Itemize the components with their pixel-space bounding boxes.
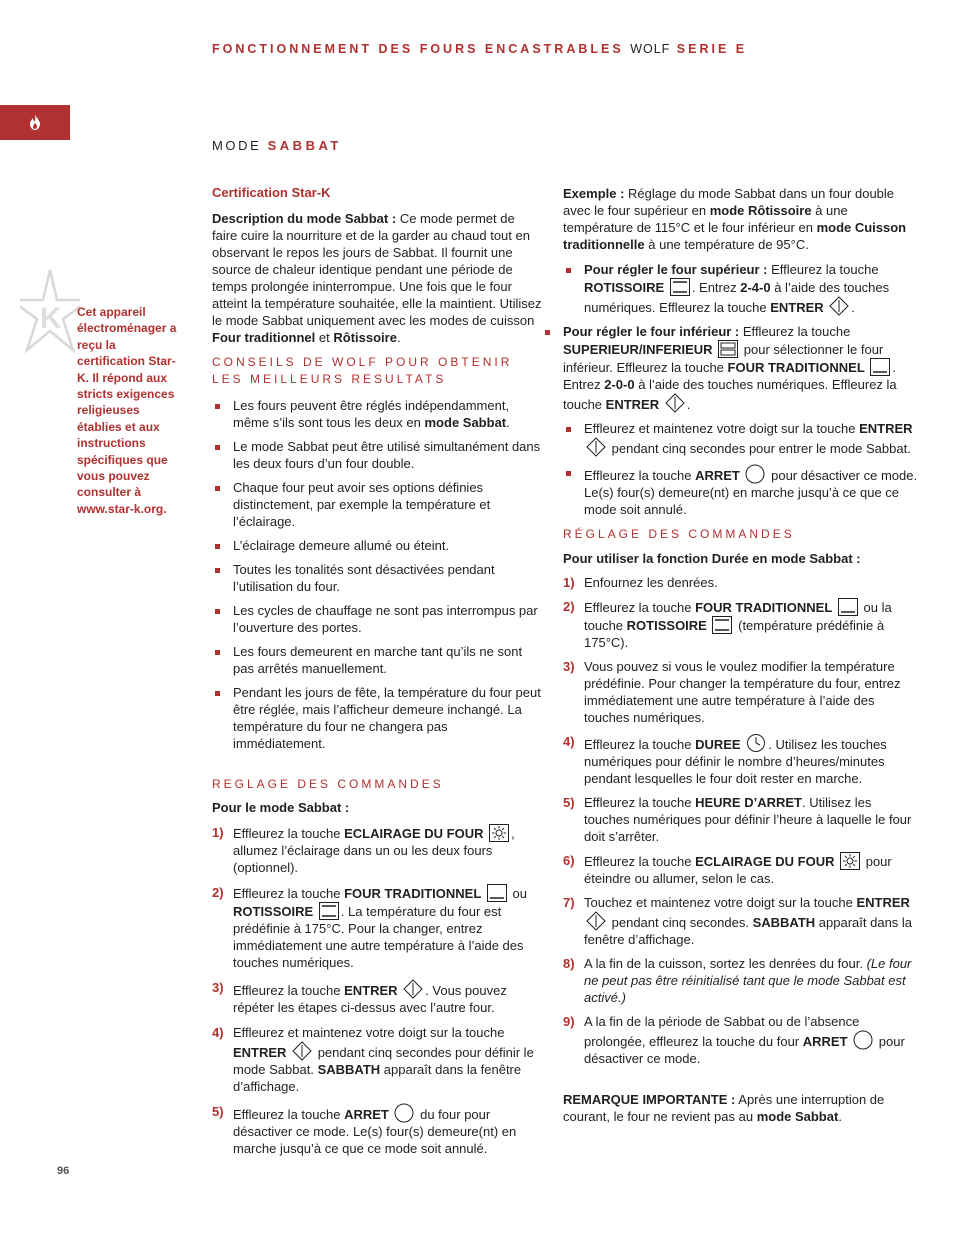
controls-title-right: RÉGLAGE DES COMMANDES — [563, 527, 795, 541]
svg-text:K: K — [40, 302, 62, 335]
desc-text: Ce mode permet de faire cuire la nourriture et de la garder au chaud tout en observant le repos les jours de Sabbat. Il fournit une source de chaleur identique pendant une période de temps prolongée ininterrompue. Une fois que le four atteint la température souhaitée, elle la maintient. Utilisez le mode Sabbat uniquement avec les modes de cuisson — [212, 211, 542, 328]
star-k-link[interactable]: www.star-k.org — [77, 501, 164, 516]
oven-light-icon — [489, 824, 509, 842]
list-item: 1) Effleurez la touche ECLAIRAGE DU FOUR , allumez l’éclairage dans un ou les deux fours (optionnel). — [212, 825, 515, 875]
enter-icon — [586, 437, 606, 457]
roast-icon — [712, 616, 732, 634]
cert-title: Certification Star-K — [212, 185, 331, 200]
list-item: 2) Effleurez la touche FOUR TRADITIONNEL ou la touche ROTISSOIRE (température prédéfinie à 175°C). — [563, 599, 892, 650]
desc-paragraph — [212, 210, 542, 346]
star-k-logo — [20, 268, 80, 360]
star-k-sidenote — [77, 304, 182, 517]
enter-icon — [665, 393, 685, 413]
list-item: Les cycles de chauffage ne sont pas interrompus par l’ouverture des portes. — [212, 602, 542, 636]
tips-title: CONSEILS DE WOLF POUR OBTENIR LES MEILLEURS RESULTATS — [212, 355, 513, 386]
enter-icon — [829, 296, 849, 316]
list-item: Les fours peuvent être réglés indépendamment, même s’ils sont tous les deux en mode Sabbat. — [212, 397, 542, 431]
list-item: 6) Effleurez la touche ECLAIRAGE DU FOUR pour éteindre ou allumer, selon le cas. — [563, 853, 892, 886]
list-item: Pour régler le four inférieur : Effleurez la touche SUPERIEUR/INFERIEUR pour sélectionner le four inférieur. Effleurez la touche FOUR TRADITIONNEL . Entrez 2-0-0 à l’aide des touches numériques. Effleurez la touche ENTRER . — [542, 323, 920, 413]
list-item: Pour régler le four supérieur : Effleurez la touche ROTISSOIRE . Entrez 2-4-0 à l’aide des touches numériques. Effleurez la touche ENTRER . — [563, 261, 920, 316]
list-item: L’éclairage demeure allumé ou éteint. — [212, 537, 542, 554]
tips-list — [212, 397, 542, 752]
bake-icon — [870, 358, 890, 376]
list-item: 7) Touchez et maintenez votre doigt sur la touche ENTRER pendant cinq secondes. SABBATH apparaît dans la fenêtre d’affichage. — [563, 895, 913, 947]
list-item: Effleurez et maintenez votre doigt sur la touche ENTRER pendant cinq secondes pour entrer le mode Sabbat. — [563, 420, 920, 457]
header-series: SERIE E — [676, 42, 748, 56]
desc-label: Description du mode Sabbat : — [212, 211, 397, 226]
timer-icon — [746, 733, 766, 753]
enter-icon — [403, 979, 423, 999]
upper-lower-icon — [718, 340, 738, 358]
list-item: Les fours demeurent en marche tant qu’ils ne sont pas arrêtés manuellement. — [212, 643, 542, 677]
important-note: REMARQUE IMPORTANTE : Après une interruption de courant, le four ne revient pas au mode Sabbat. — [563, 1092, 885, 1124]
page-number: 96 — [57, 1165, 70, 1177]
header-brand: WOLF — [630, 42, 671, 56]
bake-icon — [838, 598, 858, 616]
bake-icon — [487, 884, 507, 902]
list-item: Chaque four peut avoir ses options définies distinctement, par exemple la température et l’éclairage. — [212, 479, 542, 530]
list-item: 3) Vous pouvez si vous le voulez modifier la température prédéfinie. Pour changer la température du four, entrez immédiatement une autre température à l’aide des touches numériques. — [563, 659, 901, 725]
running-header — [212, 41, 747, 58]
list-item: 8) A la fin de la cuisson, sortez les denrées du four. (Le four ne peut pas être réinitialisé tant que le mode Sabbat est activé.) — [563, 956, 912, 1005]
list-item: 5) Effleurez la touche ARRET du four pour désactiver ce mode. Le(s) four(s) demeure(nt) en marche jusqu’à ce que ce mode soit annulé. — [212, 1104, 517, 1156]
list-item: 5) Effleurez la touche HEURE D’ARRET. Utilisez les touches numériques pour définir l’heure à laquelle le four doit s’arrêter. — [563, 795, 912, 844]
list-item: Toutes les tonalités sont désactivées pendant l’utilisation du four. — [212, 561, 542, 595]
example-paragraph: Exemple : Réglage du mode Sabbat dans un four double avec le four supérieur en mode Rôtissoire à une température de 115°C et le four inférieur en mode Cuisson traditionnelle à une température de 95°C. — [563, 186, 907, 252]
sidenote-text: Cet appareil électroménager a reçu la certification Star-K. Il répond aux stricts exigences religieuses établies et aux instructions spécifiques que vous pouvez consulter à — [77, 305, 177, 500]
steps-list — [212, 824, 542, 1157]
desc-et: et — [318, 330, 330, 345]
list-item: Pendant les jours de fête, la température du four peut être réglée, mais l’afficheur demeure inchangé. La température du four ne changera pas immédiatement. — [212, 684, 542, 752]
section-heading — [212, 137, 342, 154]
section-prefix: MODE — [212, 138, 262, 153]
sidenote-end: . — [163, 501, 167, 516]
off-icon — [853, 1030, 873, 1050]
roast-icon — [670, 278, 690, 296]
roast-icon — [319, 902, 339, 920]
duration-steps-list — [563, 574, 920, 1067]
desc-four: Four traditionnel — [212, 330, 316, 345]
enter-icon — [586, 911, 606, 931]
off-icon — [745, 464, 765, 484]
list-item: Le mode Sabbat peut être utilisé simultanément dans les deux fours d’un four double. — [212, 438, 542, 472]
list-item: 2) Effleurez la touche FOUR TRADITIONNEL ou ROTISSOIRE . La température du four est prédéfinie à 175°C. Pour la changer, entrez immédiatement une autre température à l’aide des touches numériques. — [212, 885, 528, 970]
column-left — [212, 184, 542, 1157]
section-tab — [0, 105, 70, 140]
desc-end: . — [396, 330, 401, 345]
list-item: 4) Effleurez et maintenez votre doigt sur la touche ENTRER pendant cinq secondes pour définir le mode Sabbat. SABBATH apparaît dans la fenêtre d’affichage. — [212, 1025, 534, 1094]
controls-subtitle-right: Pour utiliser la fonction Durée en mode Sabbat : — [563, 551, 861, 566]
enter-icon — [292, 1041, 312, 1061]
controls-subtitle: Pour le mode Sabbat : — [212, 800, 350, 815]
list-item: 9) A la fin de la période de Sabbat ou de l’absence prolongée, effleurez la touche du four ARRET pour désactiver ce mode. — [563, 1014, 905, 1066]
oven-light-icon — [840, 852, 860, 870]
list-item: 4) Effleurez la touche DUREE . Utilisez les touches numériques pour définir le nombre d’heures/minutes pendant lesquelles le four doit rester en marche. — [563, 734, 887, 786]
flame-icon — [29, 114, 41, 130]
example-list — [563, 261, 920, 518]
list-item: 3) Effleurez la touche ENTRER . Vous pouvez répéter les étapes ci-dessus avec l’autre four. — [212, 980, 507, 1015]
controls-title: REGLAGE DES COMMANDES — [212, 777, 444, 791]
header-title: FONCTIONNEMENT DES FOURS ENCASTRABLES — [212, 42, 624, 56]
list-item: 1) Enfournez les denrées. — [563, 575, 718, 590]
off-icon — [394, 1103, 414, 1123]
section-title: SABBAT — [267, 138, 342, 153]
column-right — [563, 185, 920, 1125]
list-item: Effleurez la touche ARRET pour désactiver ce mode. Le(s) four(s) demeure(nt) en marche jusqu’à ce que ce mode soit annulé. — [563, 464, 920, 518]
desc-rot: Rôtissoire — [333, 330, 397, 345]
